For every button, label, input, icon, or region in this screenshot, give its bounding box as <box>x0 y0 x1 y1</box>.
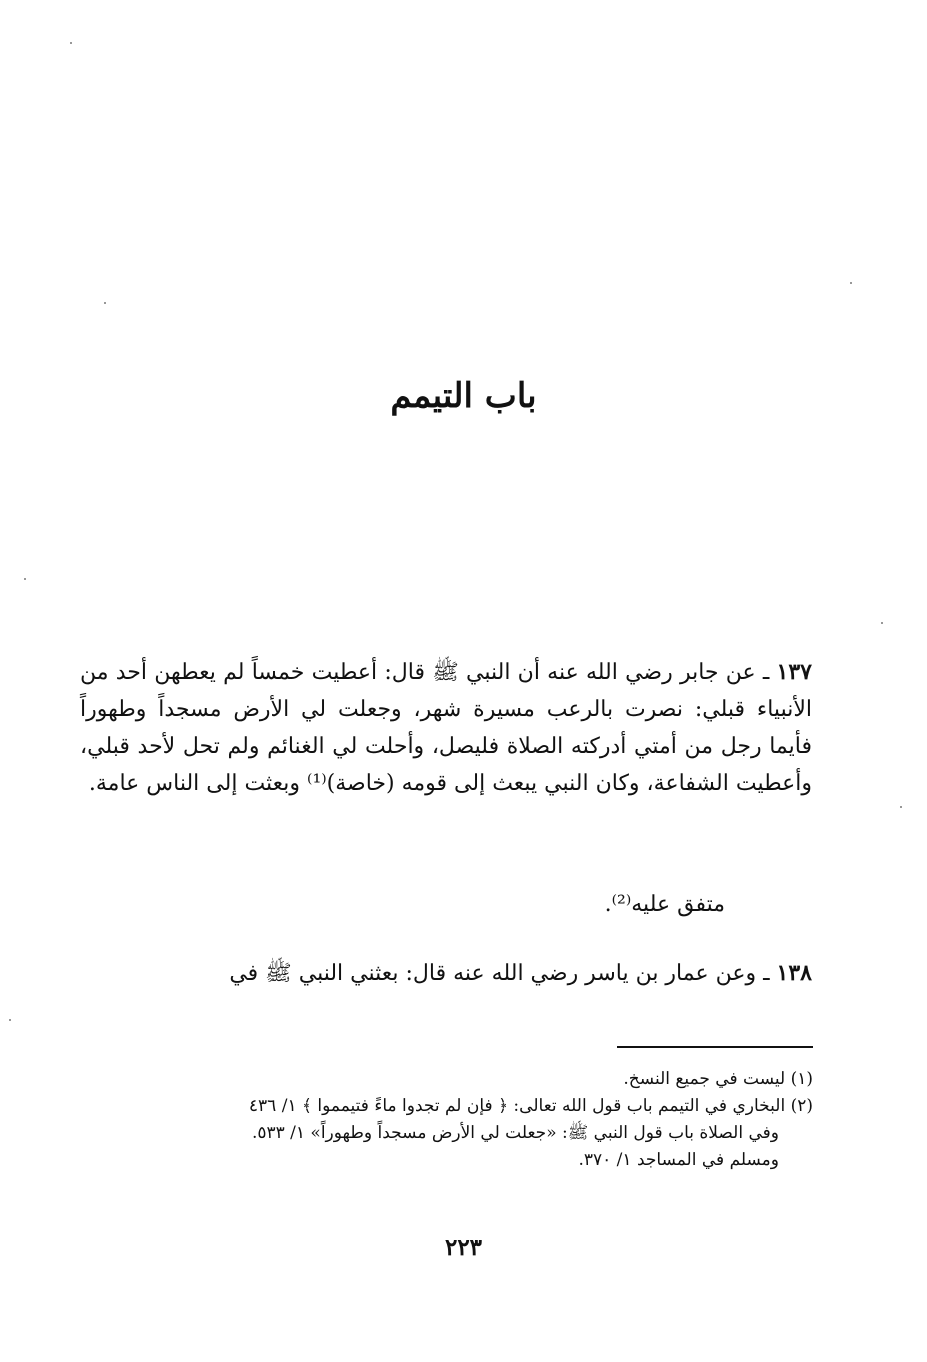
hadith-137-agreement-note: متفق عليه⁽²⁾. <box>604 892 725 917</box>
scan-speck <box>881 622 883 624</box>
footnote-line-3: وفي الصلاة باب قول النبي ﷺ: «جعلت لي الأرض مسجداً وطهوراً» ١/ ٥٣٣. <box>251 1123 779 1143</box>
scan-speck <box>70 42 72 44</box>
footnote-line-4: ومسلم في المساجد ١/ ٣٧٠. <box>578 1150 779 1170</box>
page-number: ٢٢٣ <box>444 1234 483 1261</box>
footnote-line-2: (٢) البخاري في التيمم باب قول الله تعالى: ﴿ فإن لم تجدوا ماءً فتيمموا ﴾ ١/ ٤٣٦ <box>248 1096 813 1116</box>
scan-speck <box>104 302 106 304</box>
hadith-138-paragraph <box>80 954 812 993</box>
hadith-137-text: ـ عن جابر رضي الله عنه أن النبي ﷺ قال: أعطيت خمساً لم يعطهن أحد من الأنبياء قبلي: نصرت بالرعب مسيرة شهر، وجعلت لي الأرض مسجداً وطهوراً فأيما رجل من أمتي أدركته الصلاة فليصل، وأحلت لي الغنائم ولم تحل لأحد قبلي، وأعطيت الشفاعة، وكان النبي يبعث إلى قومه (خاصة)⁽¹⁾ وبعثت إلى الناس عامة. <box>80 660 812 796</box>
scan-speck <box>24 578 26 580</box>
hadith-138-number: ١٣٨ <box>776 960 812 986</box>
hadith-138-text: ـ وعن عمار بن ياسر رضي الله عنه قال: بعثني النبي ﷺ في <box>229 961 770 986</box>
scan-speck <box>850 282 852 284</box>
footnote-line-1: (١) ليست في جميع النسخ. <box>623 1069 813 1089</box>
hadith-137-paragraph <box>80 654 812 802</box>
hadith-137-number: ١٣٧ <box>776 659 812 685</box>
scan-speck <box>9 1019 11 1021</box>
scan-speck <box>900 806 902 808</box>
chapter-title: باب التيمم <box>390 376 537 416</box>
footnotes <box>86 1066 813 1174</box>
footnote-separator <box>617 1046 813 1048</box>
